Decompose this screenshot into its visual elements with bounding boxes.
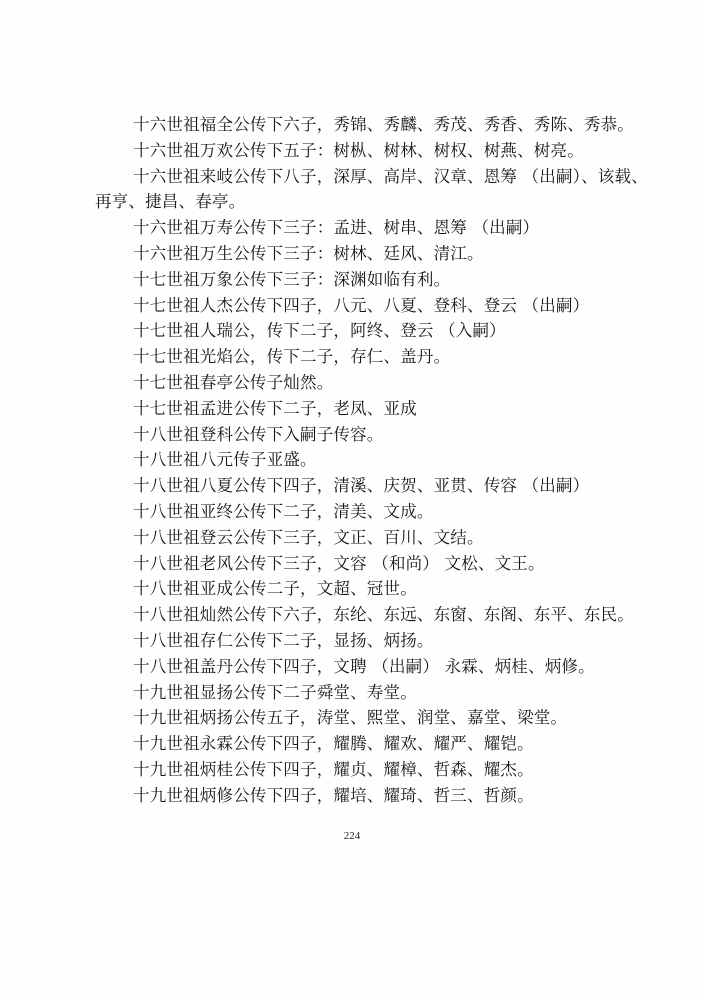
text-line-5: 十六世祖万寿公传下三子：孟进、树串、恩筹 （出嗣） bbox=[133, 218, 540, 238]
text-line-13: 十八世祖登科公传下入嗣子传容。 bbox=[133, 424, 384, 444]
text-line-10: 十七世祖光焰公，传下二子，存仁、盖丹。 bbox=[133, 347, 451, 367]
text-line-4: 再亨、捷昌、春亭。 bbox=[95, 192, 246, 212]
text-line-18: 十八世祖老风公传下三子，文容 （和尚） 文松、文王。 bbox=[133, 553, 545, 573]
text-line-19: 十八世祖亚成公传二子，文超、冠世。 bbox=[133, 579, 417, 599]
genealogy-text-block bbox=[95, 112, 655, 809]
text-line-3: 十六世祖来岐公传下八子，深厚、高岸、汉章、恩筹 （出嗣）、该载、 bbox=[133, 166, 648, 186]
text-line-1: 十六世祖福全公传下六子，秀锦、秀麟、秀茂、秀香、秀陈、秀恭。 bbox=[133, 115, 634, 134]
text-line-7: 十七世祖万象公传下三子：深渊如临有利。 bbox=[133, 269, 451, 289]
text-line-26: 十九世祖炳桂公传下四子，耀贞、耀樟、哲森、耀杰。 bbox=[133, 759, 534, 779]
text-line-25: 十九世祖永霖公传下四子，耀腾、耀欢、耀严、耀铠。 bbox=[133, 734, 534, 754]
text-line-6: 十六世祖万生公传下三子：树林、廷风、清江。 bbox=[133, 243, 484, 263]
text-line-12: 十七世祖孟进公传下二子，老凤、亚成 bbox=[133, 398, 417, 418]
text-line-20: 十八世祖灿然公传下六子，东纶、东远、东窗、东阁、东平、东民。 bbox=[133, 605, 634, 625]
text-line-17: 十八世祖登云公传下三子，文正、百川、文结。 bbox=[133, 527, 484, 547]
text-line-16: 十八世祖亚终公传下二子，清美、文成。 bbox=[133, 501, 434, 521]
text-line-24: 十九世祖炳扬公传五子，涛堂、熙堂、润堂、嘉堂、梁堂。 bbox=[133, 708, 568, 728]
text-line-8: 十七世祖人杰公传下四子，八元、八夏、登科、登云 （出嗣） bbox=[133, 295, 590, 315]
text-line-2: 十六世祖万欢公传下五子：树枞、树林、树权、树燕、树亮。 bbox=[133, 140, 584, 160]
text-line-11: 十七世祖春亭公传子灿然。 bbox=[133, 372, 334, 392]
text-line-21: 十八世祖存仁公传下二子，显扬、炳扬。 bbox=[133, 630, 434, 650]
text-line-23: 十九世祖显扬公传下二子舜堂、寿堂。 bbox=[133, 682, 417, 702]
text-line-27: 十九世祖炳修公传下四子，耀培、耀琦、哲三、哲颜。 bbox=[133, 785, 534, 805]
text-line-14: 十八世祖八元传子亚盛。 bbox=[133, 450, 317, 470]
text-line-9: 十七世祖人瑞公，传下二子，阿终、登云 （入嗣） bbox=[133, 321, 506, 341]
text-line-22: 十八世祖盖丹公传下四子，文聘 （出嗣） 永霖、炳桂、炳修。 bbox=[133, 656, 595, 676]
text-line-15: 十八世祖八夏公传下四子，清溪、庆贺、亚贯、传容 （出嗣） bbox=[133, 476, 590, 496]
page-number: 224 bbox=[343, 830, 361, 842]
